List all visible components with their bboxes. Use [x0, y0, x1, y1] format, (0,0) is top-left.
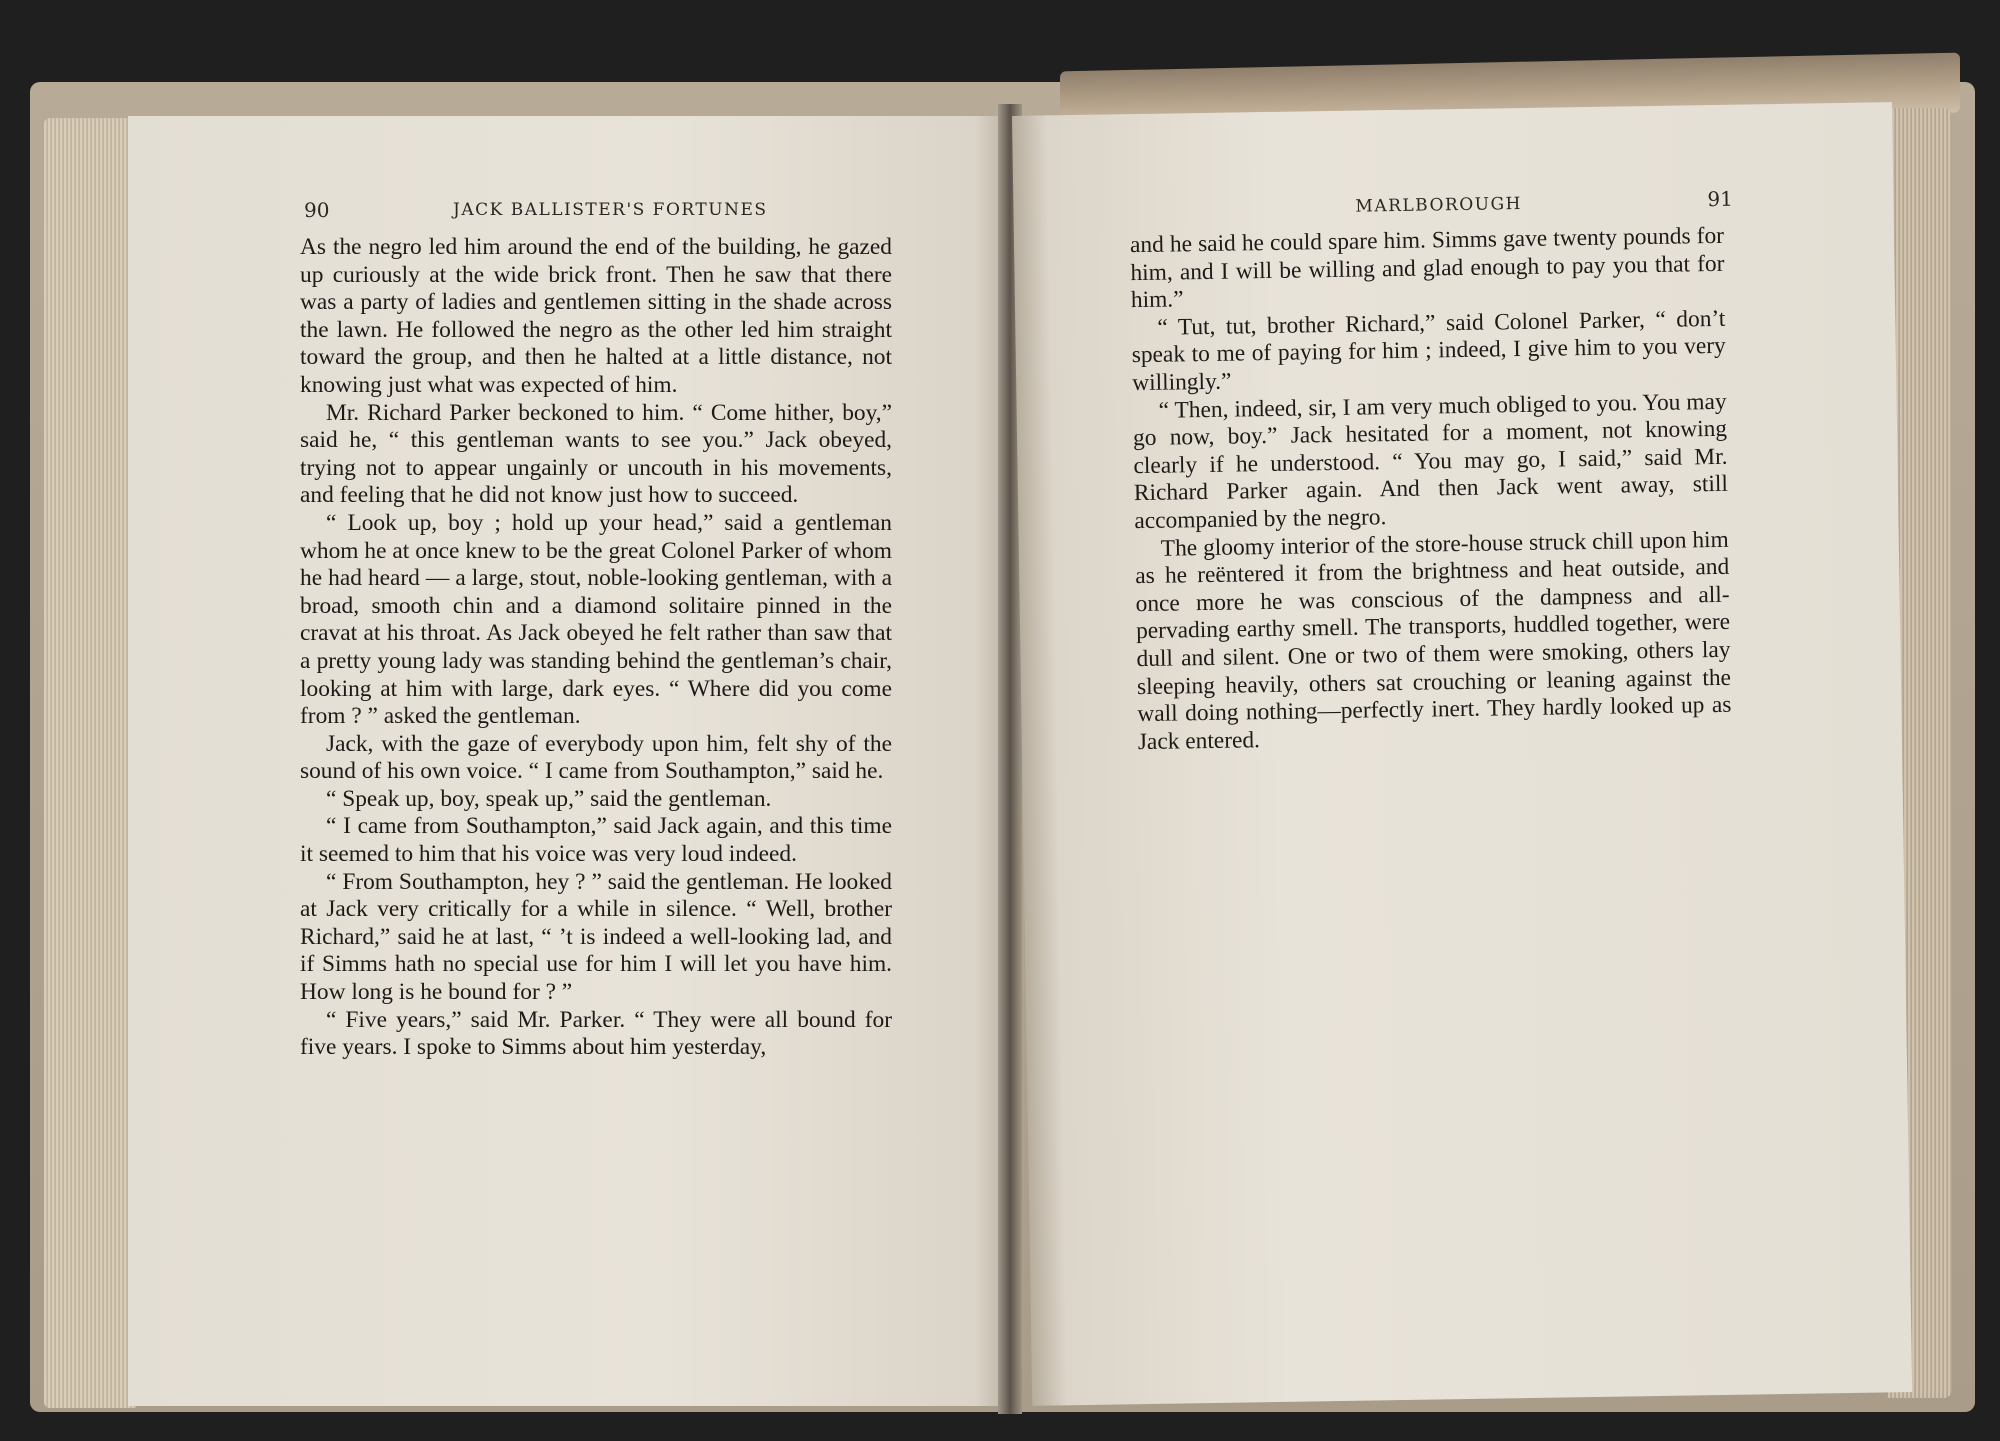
left-page-number: 90: [304, 198, 330, 222]
right-page-body: [1130, 223, 1732, 757]
paragraph: “ Speak up, boy, speak up,” said the gentleman.: [326, 785, 772, 812]
page-block-left-edge: [44, 118, 136, 1408]
paragraph: Mr. Richard Parker beckoned to him. “ Come hither, boy,” said he, “ this gentleman wants to see you.” Jack obeyed, trying not to appear ungainly or uncouth in his movements, and feeling that he did not know just how to succeed.: [300, 399, 892, 509]
right-page: [1012, 102, 1912, 1406]
paragraph: “ From Southampton, hey ? ” said the gentleman. He looked at Jack very critically for a while in silence. “ Well, brother Richard,” said he at last, “ ’t is indeed a well-looking lad, and if Simms hath no special use for him I will let you have him. How long is he bound for ? ”: [300, 868, 892, 1006]
paragraph: “ Look up, boy ; hold up your head,” said a gentleman whom he at once knew to be the great Colonel Parker of whom he had heard — a large, stout, noble-looking gentleman, with a broad, smooth chin and a diamond solitaire pinned in the cravat at his throat. As Jack obeyed he felt rather than saw that a pretty young lady was standing behind the gentleman’s chair, looking at him with large, dark eyes. “ Where did you come from ? ” asked the gentleman.: [300, 509, 892, 730]
right-running-head: MARLBOROUGH: [1355, 194, 1523, 217]
paragraph: As the negro led him around the end of the building, he gazed up curiously at the wide brick front. Then he saw that there was a party of ladies and gentlemen sitting in the shade across the lawn. He followed the negro as the other led him straight toward the group, and then he halted at a little distance, not knowing just what was expected of him.: [300, 234, 892, 398]
left-running-head: JACK BALLISTER'S FORTUNES: [453, 200, 768, 220]
paragraph: Jack, with the gaze of everybody upon him, felt shy of the sound of his own voice. “ I came from Southampton,” said he.: [300, 730, 892, 785]
paragraph: “ Five years,” said Mr. Parker. “ They were all bound for five years. I spoke to Simms about him yesterday,: [300, 1006, 892, 1061]
paragraph: The gloomy interior of the store-house struck chill upon him as he reëntered it from the brightness and heat outside, and once more he was conscious of the dampness and all-pervading earthy smell. The transports, huddled together, were dull and silent. One or two of them were smoking, others lay sleeping heavily, others sat crouching or leaning against the wall doing nothing—perfectly inert. They hardly looked up as Jack entered.: [1135, 526, 1732, 755]
right-page-number: 91: [1707, 186, 1734, 212]
paragraph: “ Tut, tut, brother Richard,” said Colonel Parker, “ don’t speak to me of paying for him ; indeed, I give him to you very willingly.”: [1131, 305, 1726, 397]
paragraph: “ I came from Southampton,” said Jack again, and this time it seemed to him that his voice was very loud indeed.: [300, 813, 892, 868]
left-page-body: [300, 234, 892, 1062]
paragraph: “ Then, indeed, sir, I am very much obliged to you. You may go now, boy.” Jack hesitated for a moment, not knowing clearly if he understood. “ You may go, I said,” said Mr. Richard Parker again. And then Jack went away, still accompanied by the negro.: [1132, 388, 1729, 535]
paragraph: and he said he could spare him. Simms gave twenty pounds for him, and I will be willing and glad enough to pay you that for him.”: [1129, 222, 1725, 314]
left-page: [128, 116, 1010, 1406]
